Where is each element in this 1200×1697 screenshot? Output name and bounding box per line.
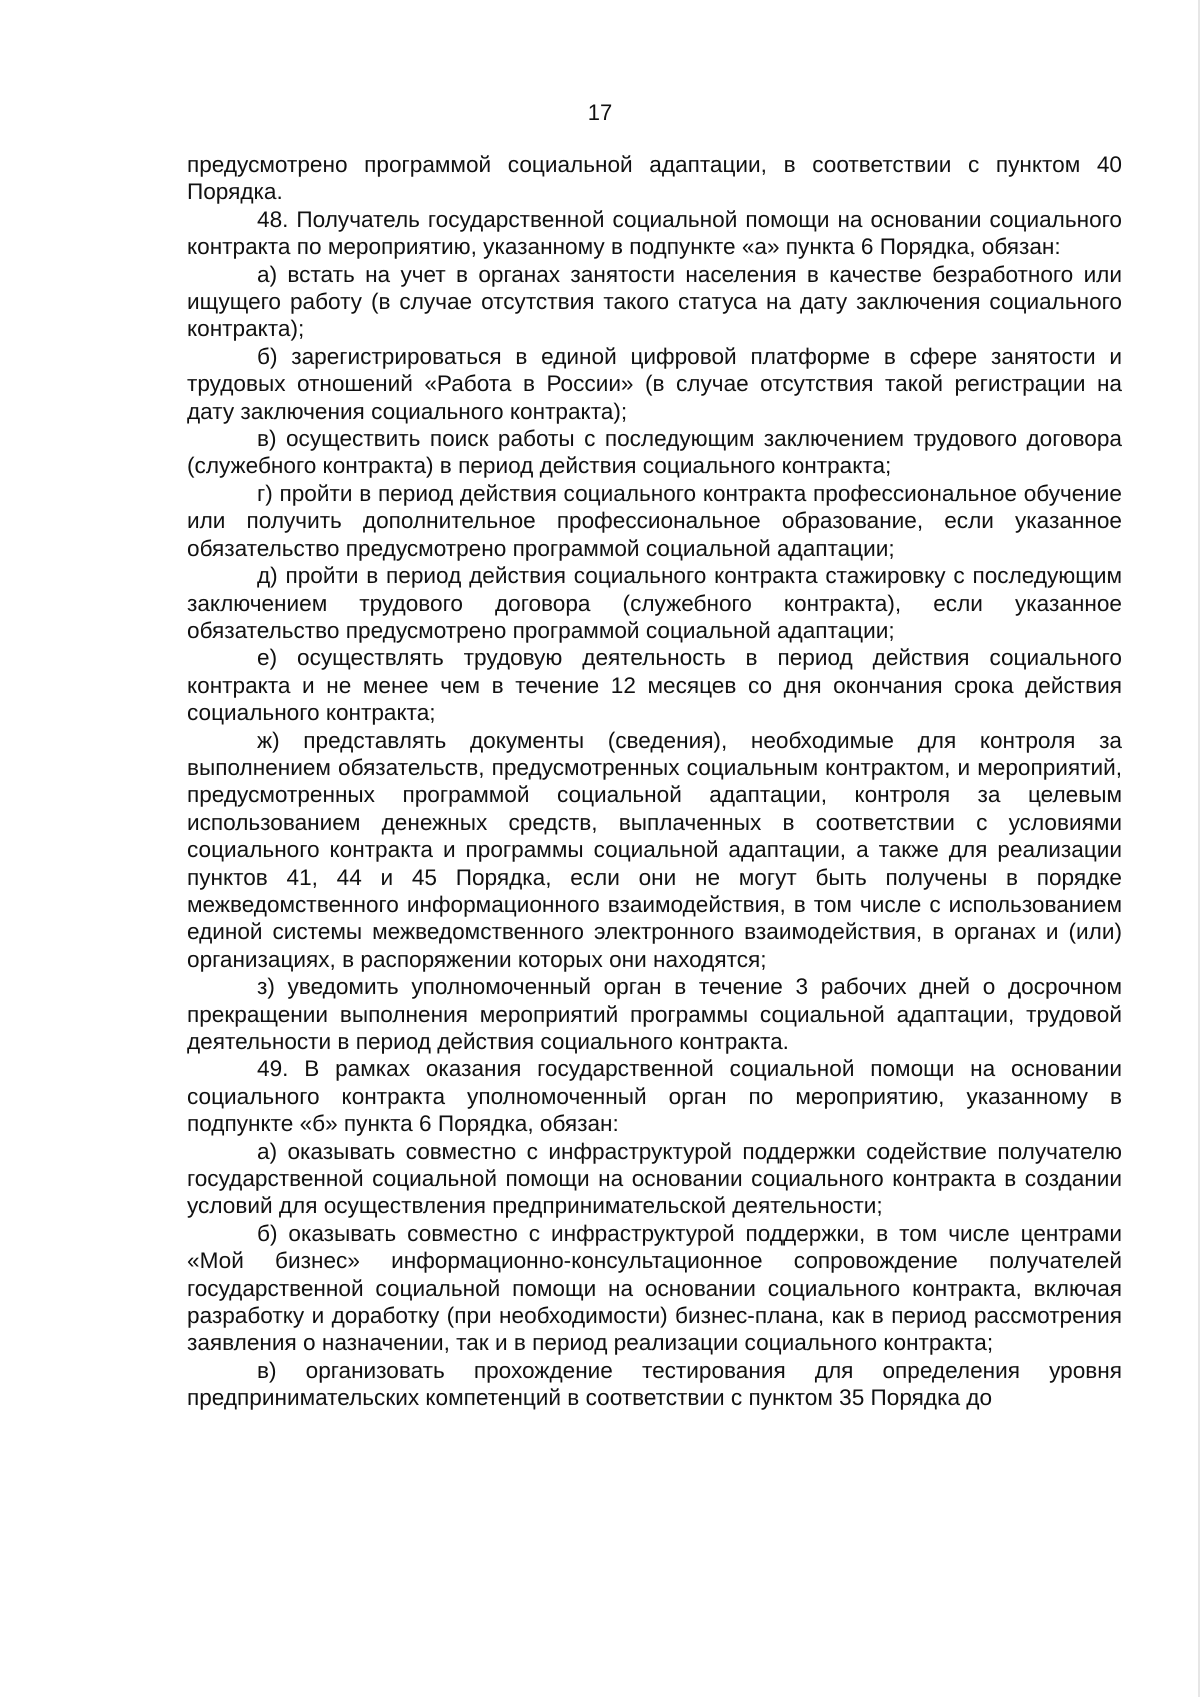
paragraph-48-b: б) зарегистрироваться в единой цифровой платформе в сфере занятости и трудовых отношений «Работа в России» (в случае отсутствия такой регистрации на дату заключения социального контракта); xyxy=(187,343,1122,424)
paragraph-48-d: д) пройти в период действия социального контракта стажировку с последующим заключением трудового договора (служебного контракта), если указанное обязательство предусмотрено программой социальной адаптации; xyxy=(187,563,1122,643)
paragraph-item-48: 48. Получатель государственной социальной помощи на основании социального контракта по мероприятию, указанному в подпункте «а» пункта 6 Порядка, обязан: xyxy=(187,206,1122,260)
paragraph-49-v: в) организовать прохождение тестирования для определения уровня предпринимательских компетенций в соответствии с пунктом 35 Порядка до xyxy=(187,1357,1122,1411)
paragraph-49-b: б) оказывать совместно с инфраструктурой поддержки, в том числе центрами «Мой бизнес» информационно-консультационное сопровождение получателей государственной социальной помощи на основании социального контракта, включая разработку и доработку (при необходимости) бизнес-плана, как в период рассмотрения заявления о назначении, так и в период реализации социального контракта; xyxy=(187,1220,1122,1356)
paragraph-48-z: з) уведомить уполномоченный орган в течение 3 рабочих дней о досрочном прекращении выполнения мероприятий программы социальной адаптации, трудовой деятельности в период действия социального контракта. xyxy=(187,974,1122,1054)
paragraph-48-v: в) осуществить поиск работы с последующим заключением трудового договора (служебного контракта) в период действия социального контракта; xyxy=(187,426,1122,479)
paragraph-49-a: а) оказывать совместно с инфраструктурой поддержки содействие получателю государственной социальной помощи на основании социального контракта в создании условий для осуществления предпринимательской деятельности; xyxy=(187,1138,1122,1219)
paragraph-48-g: г) пройти в период действия социального контракта профессиональное обучение или получить дополнительное профессиональное образование, если указанное обязательство предусмотрено программой социальной адаптации; xyxy=(187,480,1122,561)
paragraph-48-e: е) осуществлять трудовую деятельность в период действия социального контракта и не менее чем в течение 12 месяцев со дня окончания срока действия социального контракта; xyxy=(187,645,1122,726)
paragraph-48-zh: ж) представлять документы (сведения), необходимые для контроля за выполнением обязательств, предусмотренных социальным контрактом, и мероприятий, предусмотренных программой социальной адаптации, контроля за целевым использованием денежных средств, выплаченных в соответствии с условиями социального контракта и программы социальной адаптации, а также для реализации пунктов 41, 44 и 45 Порядка, если они не могут быть получены в порядке межведомственного информационного взаимодействия, в том числе с использованием единой системы межведомственного электронного взаимодействия, в органах и (или) организациях, в распоряжении которых они находятся; xyxy=(187,727,1122,972)
page-number: 17 xyxy=(587,100,613,125)
paragraph-item-49: 49. В рамках оказания государственной социальной помощи на основании социального контракта уполномоченный орган по мероприятию, указанному в подпункте «б» пункта 6 Порядка, обязан: xyxy=(187,1056,1122,1137)
document-body xyxy=(187,151,1122,1412)
paragraph-continuation: предусмотрено программой социальной адаптации, в соответствии с пунктом 40 Порядка. xyxy=(187,152,1122,205)
paragraph-48-a: а) встать на учет в органах занятости населения в качестве безработного или ищущего работу (в случае отсутствия такого статуса на дату заключения социального контракта); xyxy=(187,261,1122,342)
